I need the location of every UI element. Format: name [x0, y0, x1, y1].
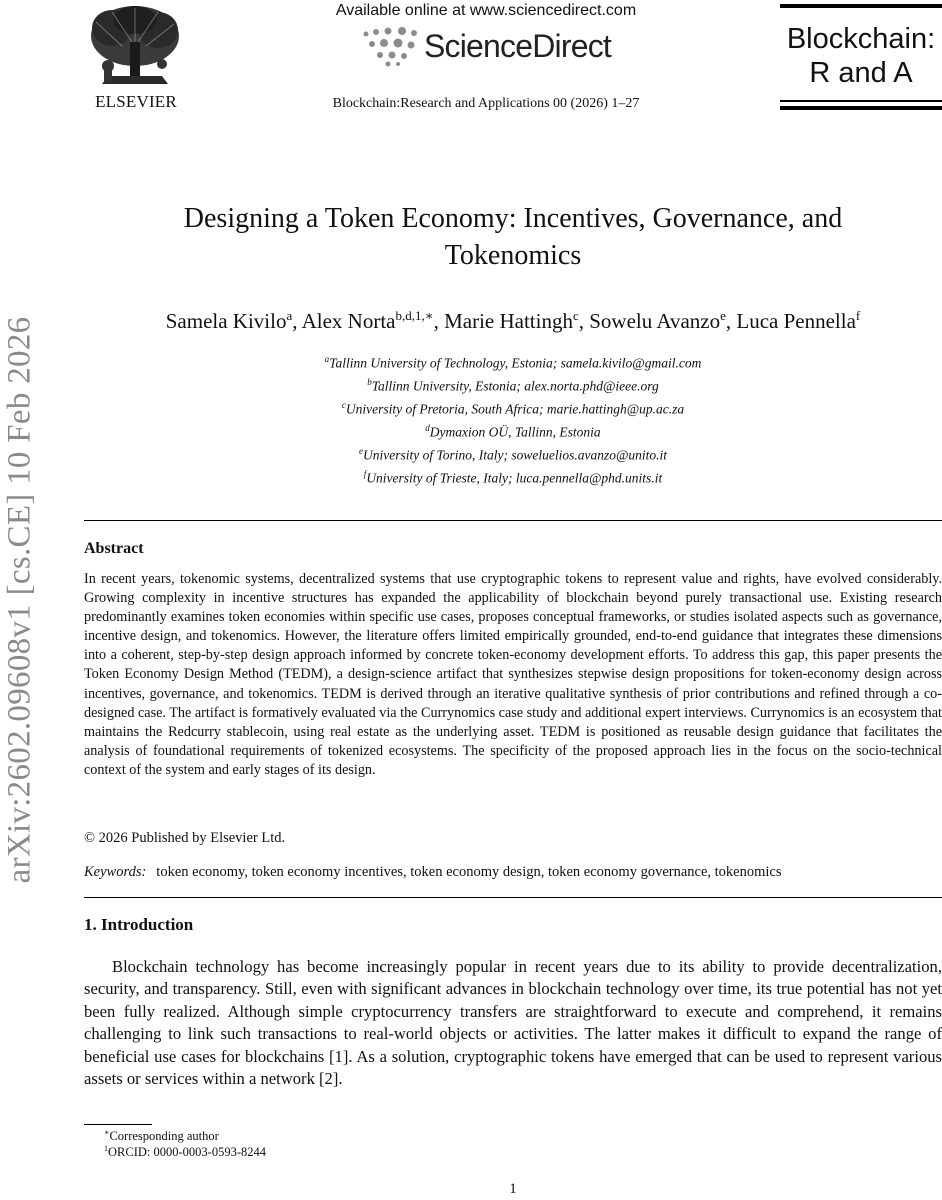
affiliation-text: University of Pretoria, South Africa; marie.hattingh@up.ac.za	[345, 401, 685, 417]
author-name: Alex Norta	[301, 309, 396, 333]
author-affiliation-mark: c	[572, 308, 579, 323]
affiliation-mark: b	[367, 377, 372, 388]
affiliation-mark: c	[341, 400, 346, 411]
affiliation-line	[120, 350, 906, 373]
available-online-text: Available online at www.sciencedirect.com	[335, 2, 637, 19]
introduction-heading: 1. Introduction	[84, 915, 194, 934]
footnote-mark: ∗	[104, 1128, 110, 1137]
affiliation-line	[120, 396, 906, 419]
affiliation-mark: d	[425, 423, 430, 434]
copyright-notice: © 2026 Published by Elsevier Ltd.	[84, 830, 286, 846]
abstract-bottom-rule	[84, 897, 942, 898]
journal-short-name-line2: R and A	[809, 57, 913, 89]
author-affiliation-mark: b,d,1,∗	[395, 308, 434, 323]
paper-title: Designing a Token Economy: Incentives, Governance, and Tokenomics	[183, 203, 843, 271]
journal-box-bottom-rule	[780, 100, 942, 102]
footnote-text: Corresponding author	[109, 1129, 219, 1144]
affiliation-list	[120, 350, 906, 489]
arxiv-identifier: arXiv:2602.09608v1 [cs.CE] 10 Feb 2026	[1, 316, 38, 884]
affiliation-text: Tallinn University, Estonia; alex.norta.phd@ieee.org	[371, 378, 659, 394]
journal-box-bottom-rule-thick	[780, 106, 942, 110]
affiliation-mark: f	[363, 469, 367, 480]
abstract-body: In recent years, tokenomic systems, decentralized systems that use cryptographic tokens to represent value and rights, have evolved considerably. Growing complexity in incentive structures has expanded the applicability of blockchain beyond purely transactional use. Existing research predominantly examines token economies within specific use cases, proposes conceptual frameworks, or studies isolated aspects such as governance, incentive design, and tokenomics. However, the literature offers limited empirically grounded, end-to-end guidance that integrates these dimensions into a coherent, step-by-step design approach informed by concrete token-economy development efforts. To address this gap, this paper presents the Token Economy Design Method (TEDM), a design-science artifact that synthesizes stepwise design propositions for token-economy design across incentives, governance, and tokenomics. TEDM is derived through an iterative qualitative synthesis of prior contributions and refined through a co-designed case. The artifact is formatively evaluated via the Currynomics case study and additional expert interviews. Currynomics is an ecosystem that maintains the Redcurry stablecoin, using real estate as the underlying asset. TEDM is positioned as reusable design guidance that facilitates the analysis of foundational requirements of tokenized ecosystems. The specificity of the proposed approach lies in the focus on the socio-technical context of the system and early stages of its design.	[84, 571, 942, 778]
affiliation-line	[120, 373, 906, 396]
journal-citation-line: Blockchain:Research and Applications 00 (2026) 1–27	[332, 96, 640, 111]
author-separator: ,	[433, 309, 445, 333]
publisher-name: ELSEVIER	[95, 92, 177, 111]
journal-name-box	[780, 0, 942, 112]
affiliation-line	[120, 442, 906, 465]
journal-short-name	[780, 22, 942, 90]
affiliation-line	[120, 465, 906, 488]
author-name: Luca Pennella	[736, 309, 856, 333]
author-name: Marie Hattingh	[444, 309, 573, 333]
author-affiliation-mark: f	[855, 308, 861, 323]
journal-box-top-rule	[780, 4, 942, 8]
footnote-corresponding-author	[104, 1128, 219, 1144]
affiliation-text: University of Torino, Italy; soweluelios.avanzo@unito.it	[362, 447, 668, 463]
footnote-rule	[84, 1124, 152, 1125]
author-name: Sowelu Avanzo	[589, 309, 721, 333]
footnote-mark: 1	[104, 1144, 108, 1153]
author-separator: ,	[292, 309, 302, 333]
footnote-text: ORCID: 0000-0003-0593-8244	[108, 1145, 266, 1160]
author-separator: ,	[725, 309, 737, 333]
keywords-list: token economy, token economy incentives, token economy design, token economy governance, tokenomics	[156, 864, 782, 880]
abstract-heading: Abstract	[84, 540, 144, 557]
author-affiliation-mark: e	[720, 308, 726, 323]
author-separator: ,	[578, 309, 590, 333]
footnote-orcid	[104, 1144, 266, 1160]
abstract-top-rule	[84, 520, 942, 521]
author-affiliation-mark: a	[286, 308, 293, 323]
author-list	[60, 308, 942, 334]
journal-short-name-line1: Blockchain:	[786, 23, 936, 55]
sciencedirect-logo	[358, 24, 628, 68]
introduction-body: Blockchain technology has become increasingly popular in recent years due to its ability to provide decentralization, security, and transparency. Still, even with significant advances in blockchain technology over time, its true potential has not yet been fully realized. Although simple cryptocurrency transfers are straightforward to execute and comprehend, it remains challenging to link such transactions to real-world objects or activities. The latter makes it difficult to expand the range of beneficial use cases for blockchains [1]. As a solution, cryptographic tokens have emerged that can be used to represent various assets or services within a network [2].	[84, 957, 942, 1089]
page-number: 1	[509, 1181, 517, 1197]
affiliation-mark: e	[358, 446, 363, 457]
keywords-label: Keywords:	[84, 864, 147, 880]
affiliation-text: Tallinn University of Technology, Estonia; samela.kivilo@gmail.com	[329, 355, 702, 371]
affiliation-text: Dymaxion OÜ, Tallinn, Estonia	[429, 424, 601, 440]
keywords-line	[84, 864, 942, 881]
sciencedirect-wordmark: ScienceDirect	[424, 28, 612, 64]
affiliation-text: University of Trieste, Italy; luca.pennella@phd.units.it	[366, 470, 663, 486]
affiliation-mark: a	[324, 354, 330, 364]
affiliation-line	[120, 419, 906, 442]
sciencedirect-dots-icon	[358, 24, 420, 68]
author-name: Samela Kivilo	[165, 309, 287, 333]
